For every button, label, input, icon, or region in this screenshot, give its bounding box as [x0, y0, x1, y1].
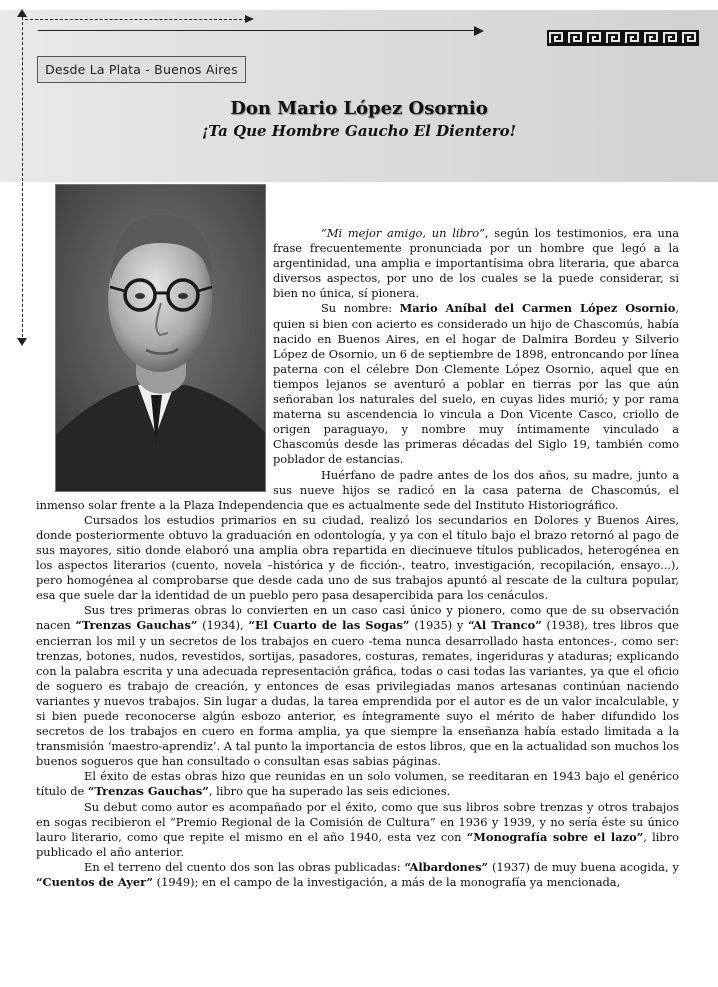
book-title: “Trenzas Gauchas”	[87, 784, 209, 799]
book-title: “Monografía sobre el lazo”	[466, 829, 644, 844]
article-paragraph: El éxito de estas obras hizo que reunidas en un solo volumen, se reeditaran en 1943 bajo el genérico título de “Trenzas Gauchas”, libro que ha superado las seis ediciones.	[36, 769, 679, 799]
article-paragraph: En el terreno del cuento dos son las obras publicadas: “Albardones” (1937) de muy buena acogida, y “Cuentos de Ayer” (1949); en el campo de la investigación, a más de la monografía ya mencionada,	[36, 859, 679, 890]
article-paragraph: Huérfano de padre antes de los dos años, su madre, junto a sus nueve hijos se radicó en la casa paterna de Chascomús, el inmenso solar frente a la Plaza Independencia que es actualmente sede del Instituto Historiográfico.	[36, 467, 679, 512]
arrow-right-icon	[245, 15, 254, 23]
article-paragraph: Su debut como autor es acompañado por el éxito, como que sus libros sobre trenzas y otros trabajos en sogas recibieron el “Premio Regional de la Comisión de Cultura” en 1936 y 1939, y no sería éste su único lauro literario, como que repite el mismo en el año 1940, esta vez con “Monografía sobre el lazo”, libro publicado el año anterior.	[36, 799, 679, 859]
book-title: “El Cuarto de las Sogas”	[248, 618, 410, 633]
article-paragraph: Sus tres primeras obras lo convierten en un caso casi único y pionero, como que de su observación nacen “Trenzas Gauchas” (1934), “El Cuarto de las Sogas” (1935) y “Al Tranco” (1938), tres libros que encierran los mil y un secretos de los trabajos en cuero -tema nunca desarrollado hasta entonces-, como ser: trenzas, botones, nudos, revestidos, sortijas, pasadores, costuras, remates, ingeriduras y ataduras; explicando con la palabra escrita y una adecuada representación gráfica, todas o casi todas las variantes, ya que el oficio de soguero es trabajo de creación, y entonces de esas privilegiadas manos artesanas continúan naciendo variantes y nuevos trabajos. Sin lugar a dudas, la tarea emprendida por el autor es de un valor incalculable, y si bien puede reconocerse algún esbozo anterior, es íntegramente suyo el mérito de haber difundido los secretos de los trabajos en cuero en forma amplia, ya que siempre la enseñanza había estado limitada a la transmisión ‘maestro-aprendiz’. A tal punto la importancia de estos libros, que en la actualidad son muchos los buenos sogueros que han consultado o consultan esas sabias páginas.	[36, 603, 679, 769]
article-paragraph: Cursados los estudios primarios en su ciudad, realizó los secundarios en Dolores y Buenos Aires, donde posteriormente obtuvo la graduación en odontología, y ya con el título bajo el brazo retornó al pago de sus mayores, sitio donde elaboró una amplia obra repartida en diecinueve títulos publicados, heterogénea en los aspectos literarios (cuento, novela –histórica y de ficción-, teatro, investigación, recopilación, ensayo...), pero homogénea al comprobarse que desde cada uno de sus trabajos apuntó al rescate de la cultura popular, esa que suele dar la identidad de un pueblo pero pasa desapercibida para los cenáculos.	[36, 512, 679, 603]
person-name: Mario Aníbal del Carmen López Osornio	[399, 301, 676, 316]
greek-key-icon	[547, 30, 699, 46]
arrow-right-icon	[474, 26, 484, 36]
location-label: Desde La Plata - Buenos Aires	[37, 56, 246, 83]
horizontal-solid-rule	[38, 30, 476, 31]
book-title: “Trenzas Gauchas”	[75, 618, 198, 633]
page-subtitle: ¡Ta Que Hombre Gaucho El Dientero!	[201, 122, 517, 140]
photo-float-spacer	[36, 226, 273, 492]
book-title: “Al Tranco”	[468, 618, 542, 633]
quote-text: “Mi mejor amigo, un libro”	[321, 226, 485, 240]
article-paragraph: Su nombre: Mario Aníbal del Carmen López Osornio, quien si bien con acierto es considerado un hijo de Chascomús, había nacido en Buenos Aires, en el hogar de Dalmira Bordeu y Silverio López de Osornio, un 6 de septiembre de 1898, entroncando por línea paterna con el célebre Don Clemente López Osornio, aquel que en tiempos lejanos se aventuró a poblar en tierras por las que aún señoraban los naturales del suelo, en cuyas lides murió; y por rama materna su ascendencia lo vincula a Don Vicente Casco, criollo de origen paraguayo, y nombre muy íntimamente vinculado a Chascomús desde las primeras décadas del Siglo 19, también como poblador de estancias.	[273, 301, 679, 467]
page-title: Don Mario López Osornio	[230, 98, 488, 119]
article-paragraph: “Mi mejor amigo, un libro”, según los testimonios, era una frase frecuentemente pronunciada por un hombre que legó a la argentinidad, una amplia e importantísima obra literaria, que abarca diversos aspectos, por uno de los cuales se la puede considerar, si bien no única, sí pionera.	[273, 226, 679, 301]
horizontal-dashed-rule	[25, 19, 247, 20]
article-body	[36, 226, 679, 966]
book-title: “Cuentos de Ayer”	[36, 875, 154, 890]
vertical-dashed-rule	[22, 12, 23, 342]
book-title: “Albardones”	[404, 859, 489, 874]
arrow-down-icon	[17, 338, 27, 346]
